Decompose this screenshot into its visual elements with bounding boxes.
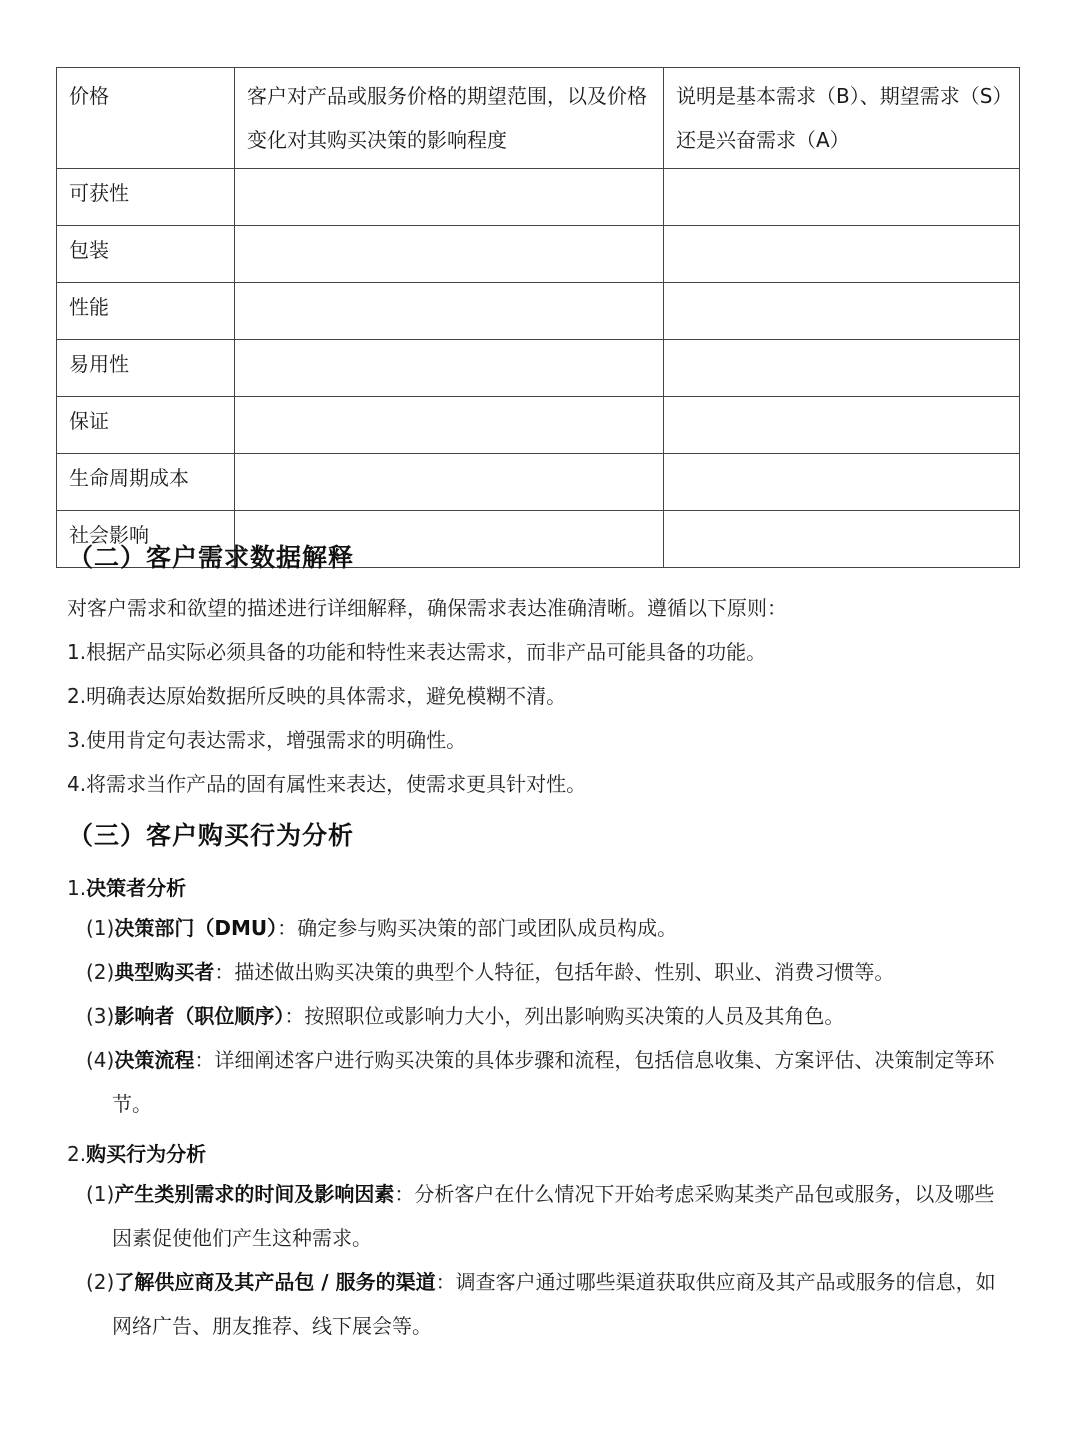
requirements-table xyxy=(56,67,1020,568)
item-term: 影响者（职位顺序） xyxy=(114,1004,285,1028)
item-number: (2) xyxy=(86,1270,115,1294)
table-row xyxy=(57,283,1020,340)
table-cell-description xyxy=(235,340,664,397)
item-separator: ： xyxy=(277,916,298,940)
principle-item: 2.明确表达原始数据所反映的具体需求，避免模糊不清。 xyxy=(67,684,567,708)
subsection-heading-decision-maker xyxy=(67,872,186,901)
item-description: 详细阐述客户进行购买决策的具体步骤和流程，包括信息收集、方案评估、决策制定等环节。 xyxy=(112,1048,995,1116)
item-number: (1) xyxy=(86,1182,115,1206)
item-description: 分析客户在什么情况下开始考虑采购某类产品包或服务，以及哪些因素促使他们产生这种需求。 xyxy=(112,1182,995,1250)
table-cell-type xyxy=(664,283,1020,340)
subsection-number: 2. xyxy=(67,1142,87,1166)
principle-item: 1.根据产品实际必须具备的功能和特性来表达需求，而非产品可能具备的功能。 xyxy=(67,640,767,664)
item-term: 决策部门（DMU） xyxy=(114,916,278,940)
section-title-customer-needs-interpretation: （二）客户需求数据解释 xyxy=(68,543,355,572)
subsection-heading-purchase-behavior xyxy=(67,1138,206,1167)
item-separator: ： xyxy=(435,1270,456,1294)
item-number: (1) xyxy=(86,916,115,940)
table-cell-attribute: 性能 xyxy=(57,283,235,340)
table-cell-description xyxy=(235,283,664,340)
list-item xyxy=(86,1038,1010,1126)
principle-item: 4.将需求当作产品的固有属性来表达，使需求更具针对性。 xyxy=(67,772,587,796)
table-cell-description xyxy=(235,397,664,454)
item-description: 确定参与购买决策的部门或团队成员构成。 xyxy=(297,916,678,940)
principle-item: 3.使用肯定句表达需求，增强需求的明确性。 xyxy=(67,728,467,752)
table-cell-description xyxy=(235,226,664,283)
section2-intro: 对客户需求和欲望的描述进行详细解释，确保需求表达准确清晰。遵循以下原则： xyxy=(67,596,787,620)
table-cell-description xyxy=(235,68,664,169)
table-cell-attribute: 保证 xyxy=(57,397,235,454)
list-item xyxy=(86,1260,1010,1348)
item-term: 了解供应商及其产品包 / 服务的渠道 xyxy=(114,1270,436,1294)
item-description: 按照职位或影响力大小，列出影响购买决策的人员及其角色。 xyxy=(304,1004,845,1028)
item-separator: ： xyxy=(214,960,235,984)
cell-text: 说明是基本需求（B）、期望需求（S）还是兴奋需求（A） xyxy=(676,84,1003,152)
subsection-heading-text: 决策者分析 xyxy=(86,876,187,900)
table-cell-type xyxy=(664,68,1020,169)
table-cell-attribute: 易用性 xyxy=(57,340,235,397)
cell-text: 客户对产品或服务价格的期望范围，以及价格变化对其购买决策的影响程度 xyxy=(247,84,647,152)
table-row xyxy=(57,226,1020,283)
table-cell-type xyxy=(664,226,1020,283)
subsection-heading-text: 购买行为分析 xyxy=(86,1142,207,1166)
table-cell-description xyxy=(235,169,664,226)
item-number: (3) xyxy=(86,1004,115,1028)
table-cell-type xyxy=(664,511,1020,568)
table-row xyxy=(57,169,1020,226)
section-title-purchase-behavior: （三）客户购买行为分析 xyxy=(68,821,355,850)
item-description: 描述做出购买决策的典型个人特征，包括年龄、性别、职业、消费习惯等。 xyxy=(234,960,895,984)
list-item xyxy=(86,994,1010,1038)
item-description: 调查客户通过哪些渠道获取供应商及其产品或服务的信息，如网络广告、朋友推荐、线下展会等。 xyxy=(112,1270,996,1338)
item-term: 典型购买者 xyxy=(114,960,215,984)
list-item xyxy=(86,906,1010,950)
table-cell-attribute: 价格 xyxy=(57,68,235,169)
item-separator: ： xyxy=(194,1048,215,1072)
subsection-number: 1. xyxy=(67,876,87,900)
table-row xyxy=(57,454,1020,511)
table-cell-attribute: 包装 xyxy=(57,226,235,283)
table-cell-attribute: 社会影响 xyxy=(57,511,235,568)
item-separator: ： xyxy=(394,1182,415,1206)
table-cell-type xyxy=(664,454,1020,511)
table-cell-type xyxy=(664,340,1020,397)
table-row xyxy=(57,340,1020,397)
item-term: 决策流程 xyxy=(114,1048,195,1072)
item-number: (4) xyxy=(86,1048,115,1072)
item-term: 产生类别需求的时间及影响因素 xyxy=(114,1182,395,1206)
table-cell-description xyxy=(235,454,664,511)
list-item xyxy=(86,1172,1010,1260)
table-row xyxy=(57,68,1020,169)
table-cell-type xyxy=(664,397,1020,454)
table-cell-attribute: 可获性 xyxy=(57,169,235,226)
table-cell-type xyxy=(664,169,1020,226)
table-cell-attribute: 生命周期成本 xyxy=(57,454,235,511)
item-separator: ： xyxy=(284,1004,305,1028)
table-row xyxy=(57,397,1020,454)
list-item xyxy=(86,950,1010,994)
item-number: (2) xyxy=(86,960,115,984)
